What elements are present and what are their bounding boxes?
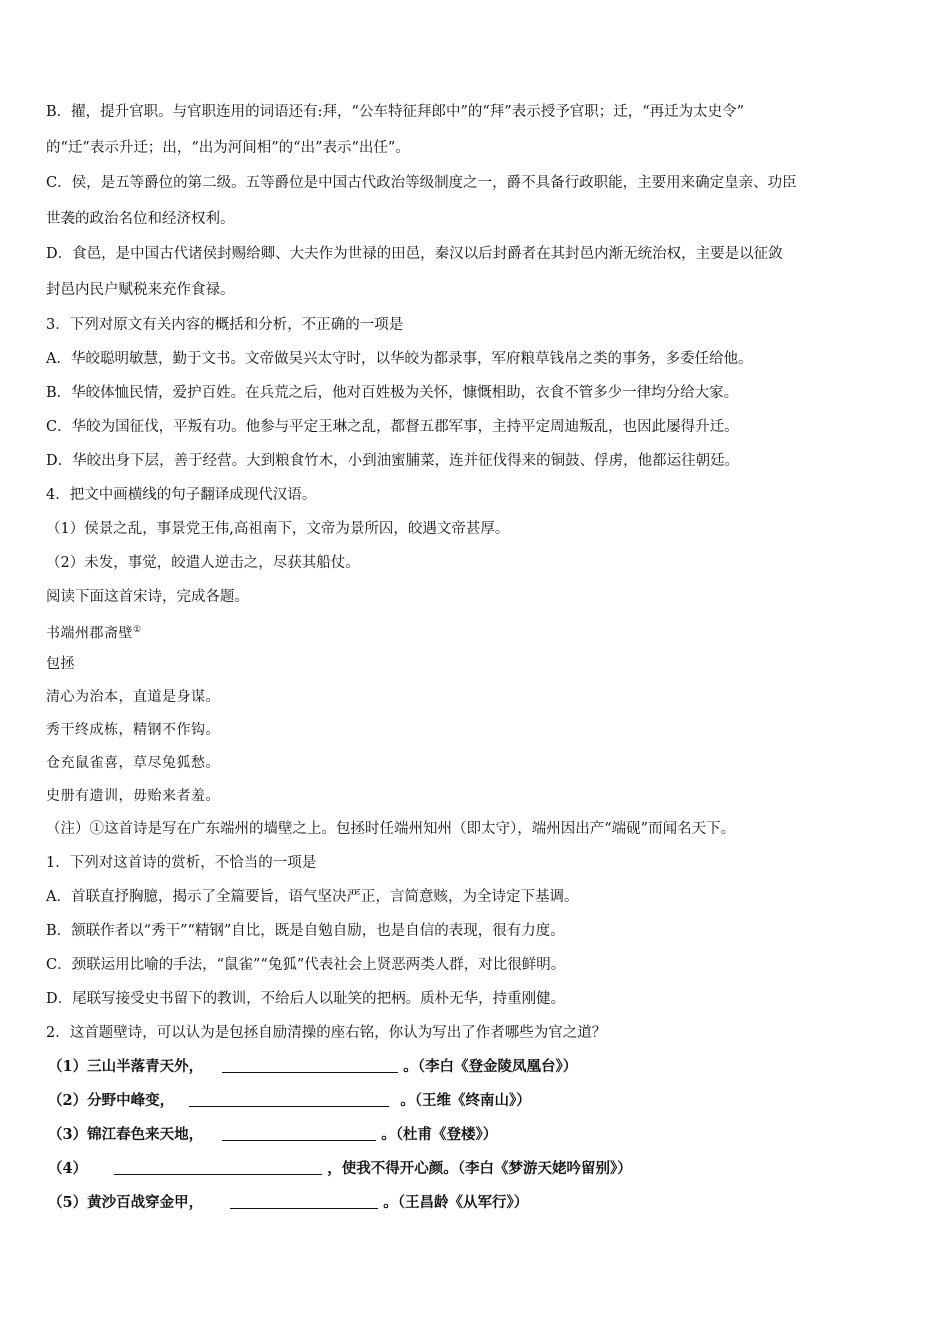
question-3-option-b: B．华皎体恤民情，爱护百姓。在兵荒之后，他对百姓极为关怀，慷慨相助，衣食不管多少一律均分给大家。 [46,385,739,401]
question-3: 3．下列对原文有关内容的概括和分析，不正确的一项是 [46,317,404,333]
poem-verse-3: 仓充鼠雀喜，草尽兔狐愁。 [46,755,220,771]
fill-blank-1-prefix: （1）三山半落青天外， [48,1058,204,1075]
fill-blank-4-suffix: ，使我不得开心颜。（李白《梦游天姥吟留别》） [327,1160,632,1177]
poem-question-1-option-c: C．颈联运用比喻的手法，“鼠雀”“兔狐”代表社会上贤恶两类人群，对比很鲜明。 [46,957,566,973]
poem-question-1: 1．下列对这首诗的赏析，不恰当的一项是 [46,855,317,871]
fill-blank-5-suffix: 。（王昌龄《从军行》） [383,1194,529,1211]
poem-instruction: 阅读下面这首宋诗，完成各题。 [46,589,249,605]
fill-blank-1 [48,1057,912,1077]
fill-blank-4 [48,1159,912,1179]
fill-blank-5-answer-line[interactable] [230,1193,378,1209]
question-4-item-1: （1）侯景之乱，事景党王伟,高祖南下，文帝为景所囚，皎遇文帝甚厚。 [46,521,510,537]
option-b-line-2: 的“迁”表示升迁；出，“出为河间相”的“出”表示“出任”。 [46,140,410,156]
poem-title-text: 书端州郡斋壁 [46,625,133,642]
option-b-line-1: B．擢，提升官职。与官职连用的词语还有:拜，“公车特征拜郎中”的“拜”表示授予官职；迁，“再迁为太史令” [46,104,745,120]
poem-footnote: （注）①这首诗是写在广东端州的墙壁之上。包拯时任端州知州（即太守），端州因出产“端砚”而闻名天下。 [46,821,736,837]
fill-blank-3-suffix: 。（杜甫《登楼》） [381,1126,498,1143]
fill-blank-5 [48,1193,912,1213]
fill-blank-2 [48,1091,912,1111]
poem-verse-4: 史册有遗训，毋贻来者羞。 [46,788,220,804]
poem-author: 包拯 [46,656,75,672]
option-c-line-2: 世袭的政治名位和经济权利。 [46,211,235,227]
fill-blank-5-prefix: （5）黄沙百战穿金甲， [48,1194,204,1211]
fill-blank-2-answer-line[interactable] [189,1091,389,1107]
question-3-option-d: D．华皎出身下层，善于经营。大到粮食竹木，小到油蜜脯菜，连并征伐得来的铜鼓、俘虏，他都运往朝廷。 [46,453,740,469]
option-d-line-1: D．食邑，是中国古代诸侯封赐给卿、大夫作为世禄的田邑，秦汉以后封爵者在其封邑内渐无统治权，主要是以征敛 [46,246,783,262]
fill-blank-1-suffix: 。（李白《登金陵凤凰台》） [403,1058,578,1075]
poem-question-1-option-b: B．颔联作者以“秀干”“精钢”自比，既是自勉自励，也是自信的表现，很有力度。 [46,923,565,939]
fill-blank-3 [48,1125,912,1145]
poem-note-mark: ① [133,625,142,635]
fill-blank-3-prefix: （3）锦江春色来天地， [48,1126,204,1143]
question-3-option-a: A．华皎聪明敏慧，勤于文书。文帝做吴兴太守时，以华皎为都录事，军府粮草钱帛之类的事务，多委任给他。 [46,351,753,367]
poem-title [46,620,910,644]
question-4-item-2: （2）未发，事觉，皎遣人逆击之，尽获其船仗。 [46,555,360,571]
fill-blank-4-answer-line[interactable] [114,1159,322,1175]
question-3-option-c: C．华皎为国征伐，平叛有功。他参与平定王琳之乱，都督五郡军事，主持平定周迪叛乱，也因此屡得升迁。 [46,419,739,435]
poem-question-2: 2．这首题壁诗，可以认为是包拯自励清操的座右铭，你认为写出了作者哪些为官之道？ [46,1025,607,1041]
fill-blank-4-prefix: （4） [48,1160,88,1177]
poem-verse-1: 清心为治本，直道是身谋。 [46,689,220,705]
option-c-line-1: C．侯，是五等爵位的第二级。五等爵位是中国古代政治等级制度之一，爵不具备行政职能，主要用来确定皇亲、功臣 [46,175,797,191]
fill-blank-1-answer-line[interactable] [222,1057,398,1073]
fill-blank-3-answer-line[interactable] [222,1125,376,1141]
poem-question-1-option-a: A．首联直抒胸臆，揭示了全篇要旨，语气坚决严正，言简意赅，为全诗定下基调。 [46,889,579,905]
fill-blank-2-suffix: 。（王维《终南山》） [400,1092,531,1109]
poem-verse-2: 秀干终成栋，精钢不作钩。 [46,722,220,738]
poem-question-1-option-d: D．尾联写接受史书留下的教训，不给后人以耻笑的把柄。质朴无华，持重刚健。 [46,991,566,1007]
option-d-line-2: 封邑内民户赋税来充作食禄。 [46,282,235,298]
question-4: 4．把文中画横线的句子翻译成现代汉语。 [46,487,317,503]
fill-blank-2-prefix: （2）分野中峰变， [48,1092,175,1109]
